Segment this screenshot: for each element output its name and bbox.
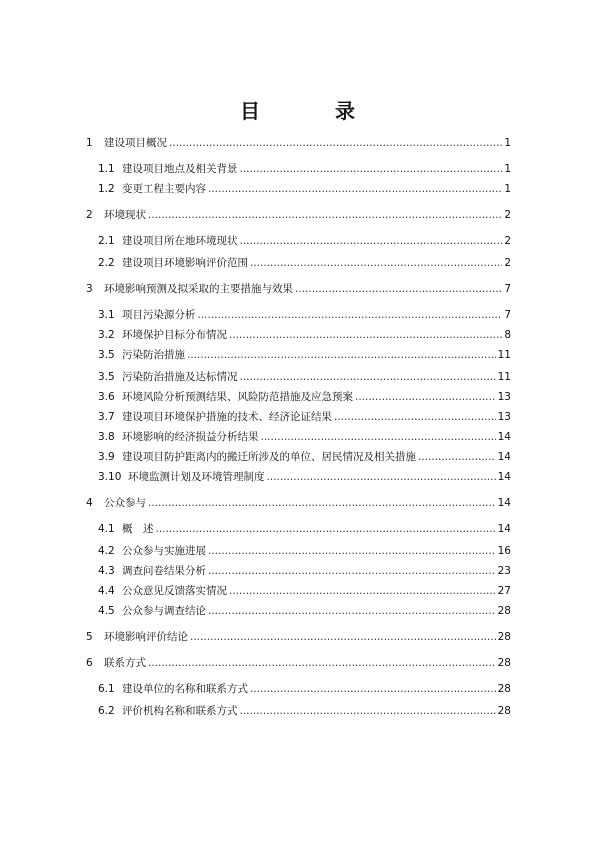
toc-entry[interactable]: [98, 234, 511, 248]
toc-entry-number: 6.1: [98, 683, 115, 695]
toc-entry-page: 11: [497, 349, 511, 361]
toc-entry-page: 14: [497, 471, 511, 483]
toc-entry[interactable]: [86, 496, 511, 510]
toc-dot-leader: [187, 348, 496, 362]
toc-dot-leader: [250, 256, 502, 270]
toc-entry[interactable]: [86, 208, 511, 222]
toc-entry-title: 建设项目环境影响评价范围: [122, 257, 248, 269]
toc-entry[interactable]: [86, 630, 511, 644]
toc-dot-leader: [240, 704, 496, 718]
toc-entry-number: 3.9: [98, 451, 115, 463]
toc-entry-title: 污染防治措施及达标情况: [122, 371, 238, 383]
toc-entry[interactable]: [86, 282, 511, 296]
toc-dot-leader: [208, 604, 496, 618]
toc-dot-leader: [208, 182, 502, 196]
toc-entry-title: 评价机构名称和联系方式: [122, 705, 238, 717]
toc-entry-page: 27: [497, 585, 511, 597]
toc-entry-number: 1.2: [98, 183, 115, 195]
toc-entry[interactable]: [98, 308, 511, 322]
toc-entry-page: 2: [504, 209, 511, 221]
toc-entry-title: 公众参与: [104, 497, 146, 509]
toc-entry-title: 项目污染源分析: [122, 309, 196, 321]
toc-entry[interactable]: [98, 348, 511, 362]
toc-entry-title: 环境风险分析预测结果、风险防范措施及应急预案: [122, 391, 353, 403]
toc-dot-leader: [148, 496, 496, 510]
toc-entry[interactable]: [98, 544, 511, 558]
toc-entry-title: 公众参与实施进展: [122, 545, 206, 557]
toc-entry[interactable]: [98, 682, 511, 696]
toc-dot-leader: [418, 450, 496, 464]
toc-entry-title: 公众意见反馈落实情况: [122, 585, 227, 597]
toc-entry[interactable]: [98, 470, 511, 484]
toc-entry[interactable]: [98, 430, 511, 444]
toc-entry-title: 调查问卷结果分析: [122, 565, 206, 577]
toc-entry-page: 7: [504, 309, 511, 321]
toc-entry-title: 建设单位的名称和联系方式: [122, 683, 248, 695]
toc-entry[interactable]: [98, 604, 511, 618]
toc-dot-leader: [169, 136, 502, 150]
toc-entry-page: 13: [497, 391, 511, 403]
toc-entry-page: 28: [497, 657, 511, 669]
toc-entry-page: 1: [504, 183, 511, 195]
toc-entry-number: 1: [86, 137, 93, 149]
toc-entry[interactable]: [98, 410, 511, 424]
toc-entry-page: 1: [504, 137, 511, 149]
toc-entry-number: 3.5: [98, 371, 115, 383]
toc-dot-leader: [261, 430, 496, 444]
toc-entry[interactable]: [98, 522, 511, 536]
toc-entry[interactable]: [98, 328, 511, 342]
toc-entry-title: 污染防治措施: [122, 349, 185, 361]
toc-entry-number: 2.1: [98, 235, 115, 247]
toc-entry-number: 4: [86, 497, 93, 509]
toc-dot-leader: [250, 682, 496, 696]
toc-entry-number: 3.1: [98, 309, 115, 321]
toc-entry-title: 环境监测计划及环境管理制度: [128, 471, 265, 483]
toc-entry-page: 28: [497, 605, 511, 617]
toc-entry-page: 28: [497, 683, 511, 695]
toc-entry-title: 环境影响预测及拟采取的主要措施与效果: [104, 283, 293, 295]
toc-dot-leader: [334, 410, 496, 424]
toc-entry-page: 1: [504, 163, 511, 175]
toc-entry-page: 28: [497, 705, 511, 717]
toc-entry[interactable]: [98, 564, 511, 578]
toc-entry-number: 3.5: [98, 349, 115, 361]
toc-entry-title: 建设项目防护距离内的搬迁所涉及的单位、居民情况及相关措施: [122, 451, 416, 463]
toc-entry-number: 3.2: [98, 329, 115, 341]
toc-dot-leader: [355, 390, 496, 404]
toc-dot-leader: [190, 630, 496, 644]
toc-dot-leader: [240, 234, 503, 248]
toc-entry-number: 2: [86, 209, 93, 221]
toc-dot-leader: [240, 162, 503, 176]
toc-entry-number: 3.6: [98, 391, 115, 403]
toc-dot-leader: [198, 308, 503, 322]
toc-entry-number: 3.10: [98, 471, 122, 483]
toc-entry-page: 11: [497, 371, 511, 383]
page-title: 目 录: [240, 99, 389, 123]
toc-entry[interactable]: [98, 182, 511, 196]
toc-entry[interactable]: [98, 162, 511, 176]
toc-entry-page: 28: [497, 631, 511, 643]
toc-entry-title: 建设项目地点及相关背景: [122, 163, 238, 175]
toc-entry[interactable]: [86, 656, 511, 670]
toc-entry-number: 4.5: [98, 605, 115, 617]
toc-entry[interactable]: [98, 370, 511, 384]
toc-entry-page: 2: [504, 257, 511, 269]
toc-entry-number: 1.1: [98, 163, 115, 175]
toc-entry-page: 23: [497, 565, 511, 577]
toc-dot-leader: [295, 282, 502, 296]
toc-entry-title: 联系方式: [104, 657, 146, 669]
toc-dot-leader: [148, 656, 496, 670]
toc-entry-number: 2.2: [98, 257, 115, 269]
toc-dot-leader: [267, 470, 496, 484]
toc-dot-leader: [240, 370, 496, 384]
toc-entry-number: 4.3: [98, 565, 115, 577]
toc-entry-page: 14: [497, 523, 511, 535]
toc-entry[interactable]: [86, 136, 511, 150]
toc-entry-page: 14: [497, 431, 511, 443]
toc-entry-title: 概 述: [122, 523, 154, 535]
toc-entry[interactable]: [98, 584, 511, 598]
toc-entry-page: 14: [497, 451, 511, 463]
toc-entry-number: 4.2: [98, 545, 115, 557]
toc-entry-title: 环境影响评价结论: [104, 631, 188, 643]
toc-entry-number: 5: [86, 631, 93, 643]
toc-entry-page: 13: [497, 411, 511, 423]
toc-entry-number: 3: [86, 283, 93, 295]
toc-entry-title: 建设项目概况: [104, 137, 167, 149]
toc-entry-page: 16: [497, 545, 511, 557]
toc-dot-leader: [229, 328, 502, 342]
toc-entry-number: 6: [86, 657, 93, 669]
toc-entry-number: 4.1: [98, 523, 115, 535]
toc-entry-page: 8: [504, 329, 511, 341]
toc-dot-leader: [208, 564, 496, 578]
toc-entry[interactable]: [98, 704, 511, 718]
toc-entry[interactable]: [98, 256, 511, 270]
toc-entry[interactable]: [98, 450, 511, 464]
toc-entry-title: 建设项目环境保护措施的技术、经济论证结果: [122, 411, 332, 423]
toc-dot-leader: [208, 544, 496, 558]
toc-entry-title: 公众参与调查结论: [122, 605, 206, 617]
toc-entry-page: 14: [497, 497, 511, 509]
toc-entry-number: 3.8: [98, 431, 115, 443]
toc-entry-page: 2: [504, 235, 511, 247]
toc-entry-page: 7: [504, 283, 511, 295]
toc-entry-title: 环境现状: [104, 209, 146, 221]
toc-dot-leader: [156, 522, 496, 536]
toc-entry-number: 4.4: [98, 585, 115, 597]
toc-entry-number: 3.7: [98, 411, 115, 423]
toc-dot-leader: [148, 208, 502, 222]
toc-entry-title: 环境影响的经济损益分析结果: [122, 431, 259, 443]
toc-entry-number: 6.2: [98, 705, 115, 717]
toc-entry-title: 建设项目所在地环境现状: [122, 235, 238, 247]
toc-entry[interactable]: [98, 390, 511, 404]
toc-dot-leader: [229, 584, 496, 598]
toc-entry-title: 变更工程主要内容: [122, 183, 206, 195]
toc-entry-title: 环境保护目标分布情况: [122, 329, 227, 341]
